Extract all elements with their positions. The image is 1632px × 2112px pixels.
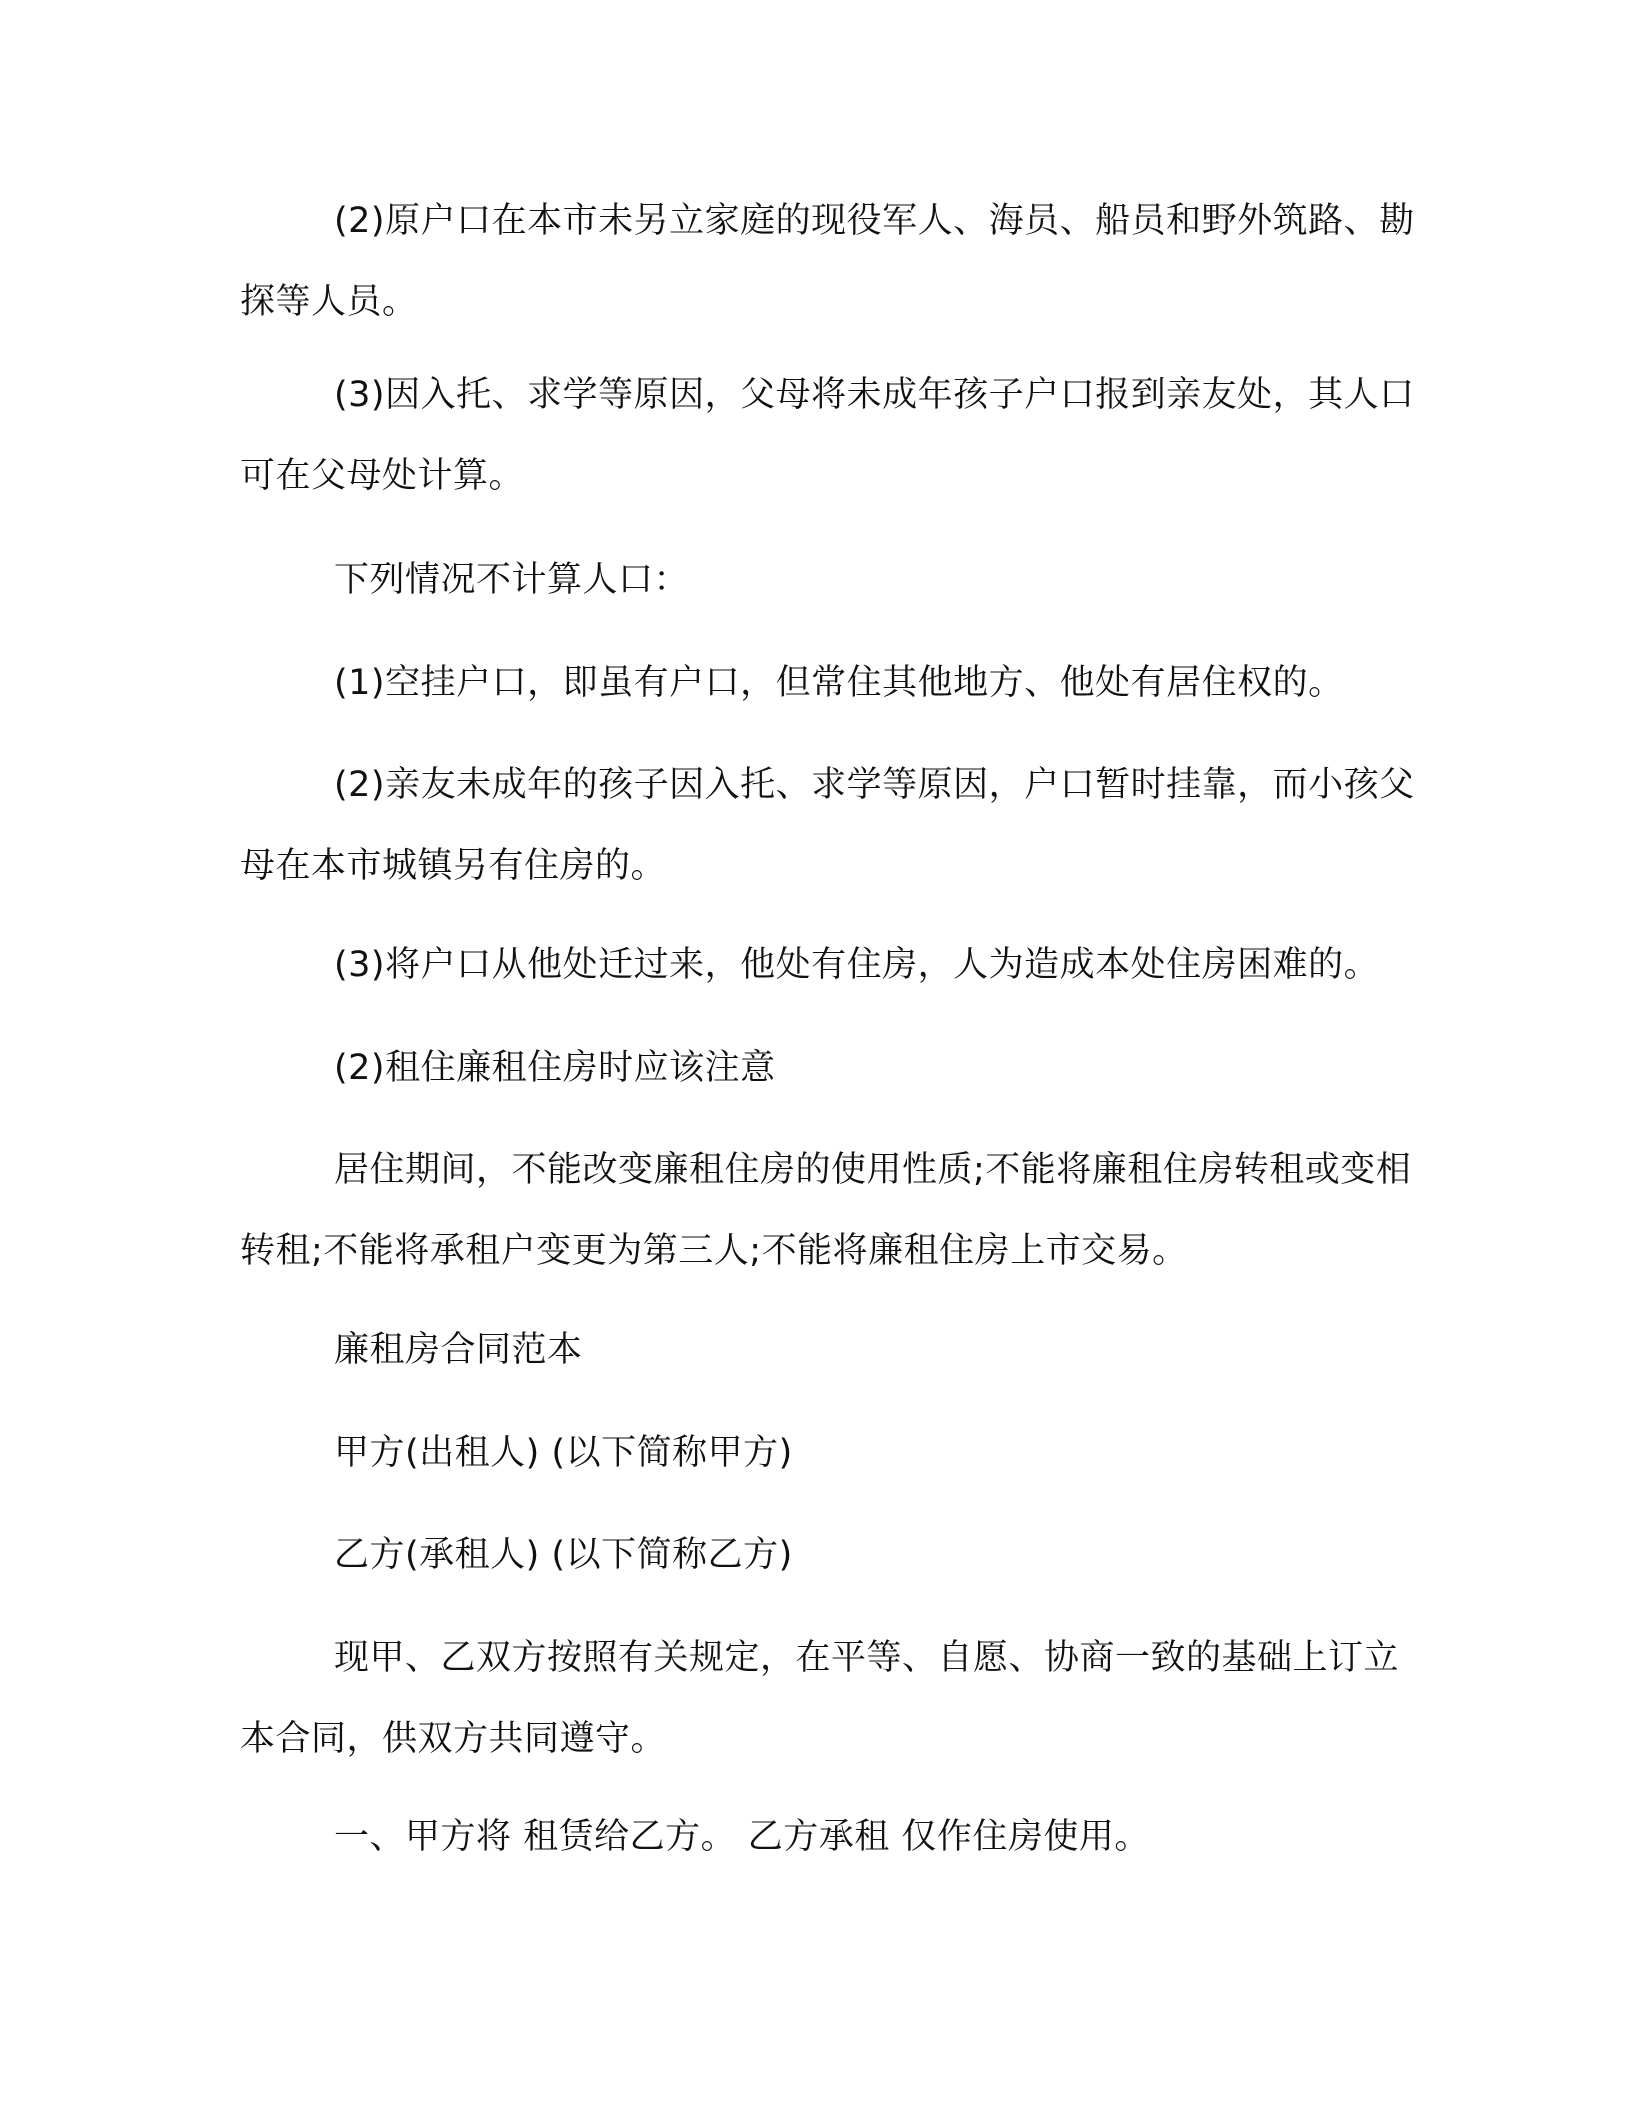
paragraph-5-text: (2)亲友未成年的孩子因入托、求学等原因，户口暂时挂靠，而小孩父母在本市城镇另有住房的。 (240, 765, 1415, 886)
paragraph-3-text: 下列情况不计算人口： (334, 560, 690, 600)
paragraph-12-text: 现甲、乙双方按照有关规定，在平等、自愿、协商一致的基础上订立本合同，供双方共同遵守。 (240, 1638, 1400, 1759)
paragraph-9 (240, 1310, 1420, 1391)
paragraph-4-text: (1)空挂户口，即虽有户口，但常住其他地方、他处有居住权的。 (334, 663, 1344, 703)
paragraph-7 (240, 1028, 1420, 1109)
paragraph-9-text: 廉租房合同范本 (334, 1330, 583, 1370)
paragraph-2 (240, 355, 1420, 517)
paragraph-13 (240, 1797, 1420, 1878)
paragraph-2-text: (3)因入托、求学等原因，父母将未成年孩子户口报到亲友处，其人口可在父母处计算。 (240, 375, 1415, 496)
paragraph-3 (240, 540, 1420, 621)
paragraph-7-text: (2)租住廉租住房时应该注意 (334, 1048, 776, 1088)
paragraph-12 (240, 1618, 1420, 1780)
paragraph-11-text: 乙方(承租人) (以下简称乙方) (334, 1535, 793, 1575)
paragraph-6 (240, 925, 1420, 1006)
paragraph-8-text: 居住期间，不能改变廉租住房的使用性质;不能将廉租住房转租或变相转租;不能将承租户变更为第三人;不能将廉租住房上市交易。 (240, 1150, 1412, 1271)
paragraph-13-text: 一、甲方将 租赁给乙方。 乙方承租 仅作住房使用。 (334, 1817, 1150, 1857)
paragraph-8 (240, 1130, 1420, 1292)
paragraph-11 (240, 1515, 1420, 1596)
paragraph-6-text: (3)将户口从他处迁过来，他处有住房，人为造成本处住房困难的。 (334, 945, 1380, 985)
paragraph-10-text: 甲方(出租人) (以下简称甲方) (334, 1433, 793, 1473)
paragraph-5 (240, 745, 1420, 907)
paragraph-1-text: (2)原户口在本市未另立家庭的现役军人、海员、船员和野外筑路、勘探等人员。 (240, 201, 1415, 322)
paragraph-1 (240, 181, 1420, 343)
paragraph-10 (240, 1413, 1420, 1494)
paragraph-4 (240, 643, 1420, 724)
